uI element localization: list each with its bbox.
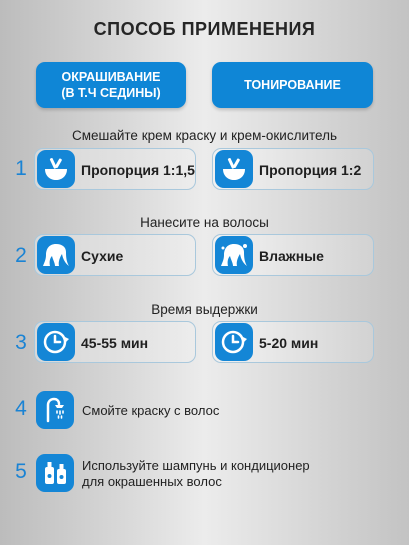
clock-icon bbox=[37, 323, 75, 361]
coloring-time-label: 45-55 мин bbox=[81, 335, 149, 351]
hair-wet-icon bbox=[215, 236, 253, 274]
toning-time-label: 5-20 мин bbox=[259, 335, 319, 351]
coloring-mode-button[interactable] bbox=[36, 62, 186, 108]
step-4-number: 4 bbox=[15, 397, 27, 420]
wet-hair-card bbox=[212, 234, 374, 276]
clock-icon bbox=[215, 323, 253, 361]
shower-icon bbox=[36, 391, 74, 429]
step-5-text-line-1: Используйте шампунь и кондиционер bbox=[82, 458, 310, 473]
dry-hair-card bbox=[34, 234, 196, 276]
shampoo-bottles-icon bbox=[36, 454, 74, 492]
toning-time-card bbox=[212, 321, 374, 363]
coloring-time-card bbox=[34, 321, 196, 363]
step-5-text-line-2: для окрашенных волос bbox=[82, 474, 222, 489]
proportion-1-2-label: Пропорция 1:2 bbox=[259, 162, 362, 178]
toning-mode-button[interactable] bbox=[212, 62, 373, 108]
proportion-1-1-5-card bbox=[34, 148, 196, 190]
page-title: СПОСОБ ПРИМЕНЕНИЯ bbox=[93, 19, 316, 39]
proportion-1-2-card bbox=[212, 148, 374, 190]
proportion-1-1-5-label: Пропорция 1:1,5 bbox=[81, 162, 195, 178]
step-2-number: 2 bbox=[15, 244, 27, 267]
mixing-bowl-icon bbox=[37, 150, 75, 188]
hair-dry-icon bbox=[37, 236, 75, 274]
step-4-text: Смойте краску с волос bbox=[82, 403, 220, 418]
step-3-caption: Время выдержки bbox=[151, 302, 258, 317]
coloring-mode-sublabel: (В Т.Ч СЕДИНЫ) bbox=[61, 86, 161, 100]
mixing-bowl-icon bbox=[215, 150, 253, 188]
coloring-mode-label: ОКРАШИВАНИЕ bbox=[61, 70, 161, 84]
step-3-number: 3 bbox=[15, 331, 27, 354]
dry-hair-label: Сухие bbox=[81, 248, 124, 264]
step-2-caption: Нанесите на волосы bbox=[140, 215, 269, 230]
step-5-number: 5 bbox=[15, 460, 27, 483]
step-1-caption: Смешайте крем краску и крем-окислитель bbox=[71, 128, 337, 143]
step-1-number: 1 bbox=[15, 157, 27, 180]
toning-mode-label: ТОНИРОВАНИЕ bbox=[244, 78, 341, 92]
wet-hair-label: Влажные bbox=[259, 248, 324, 264]
